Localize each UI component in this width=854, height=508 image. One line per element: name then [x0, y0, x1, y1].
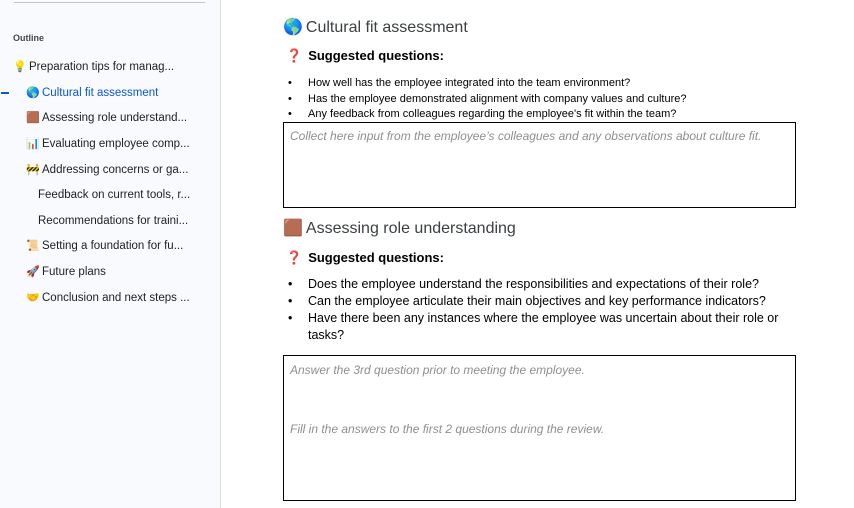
list-item: • Does the employee understand the responsibilities and expectations of their role?: [284, 276, 804, 293]
placeholder-text: Answer the 3rd question prior to meeting the employee.: [290, 363, 585, 377]
globe-icon: 🌎: [283, 19, 303, 36]
list-item: • Has the employee demonstrated alignment with company values and culture?: [284, 92, 804, 108]
outline-item-label: Addressing concerns or ga...: [42, 164, 189, 176]
outline-item-recommendations[interactable]: [38, 212, 213, 230]
outline-item-label: Evaluating employee comp...: [42, 138, 190, 150]
outline-item-label: Cultural fit assessment: [42, 87, 159, 99]
section-title: Assessing role understanding: [305, 220, 516, 237]
question-mark-icon: ❓: [286, 48, 303, 63]
outline-item-label: Preparation tips for manag...: [29, 61, 175, 73]
outline-item-label: Recommendations for traini...: [38, 215, 189, 227]
globe-icon: 🌎: [26, 87, 40, 99]
outline-item-label: Future plans: [42, 266, 106, 278]
placeholder-text: Fill in the answers to the first 2 questions during the review.: [290, 422, 605, 436]
list-item: • How well has the employee integrated into the team environment?: [284, 76, 804, 92]
outline-item-evaluating-competence[interactable]: [26, 135, 201, 153]
culture-input-box[interactable]: [283, 122, 796, 208]
outline-item-cultural-fit[interactable]: [26, 84, 201, 102]
brown-square-icon: 🟫: [283, 220, 303, 237]
outline-item-feedback-tools[interactable]: [38, 186, 213, 204]
suggested-questions-label: [286, 250, 444, 266]
brown-square-icon: 🟫: [26, 112, 40, 124]
section-heading-cultural-fit: [283, 17, 468, 37]
outline-item-future-plans[interactable]: [26, 263, 201, 281]
scroll-icon: 📜: [26, 240, 40, 252]
outline-item-foundation[interactable]: [26, 237, 201, 255]
list-item: • Any feedback from colleagues regarding the employee's fit within the team?: [284, 107, 804, 123]
handshake-icon: 🤝: [26, 292, 40, 304]
placeholder-text: Collect here input from the employee’s colleagues and any observations about culture fit.: [290, 129, 762, 143]
question-mark-icon: ❓: [286, 250, 303, 265]
list-item: • Have there been any instances where the employee was uncertain about their role or tasks?: [284, 310, 804, 344]
question-list: [284, 76, 804, 123]
outline-item-role-understanding[interactable]: [26, 109, 201, 127]
outline-sidebar: [0, 0, 221, 508]
section-title: Cultural fit assessment: [305, 19, 468, 36]
suggested-questions-text: Suggested questions:: [308, 48, 444, 63]
lightbulb-icon: 💡: [13, 61, 27, 73]
outline-item-label: Feedback on current tools, r...: [38, 189, 191, 201]
suggested-questions-label: [286, 48, 444, 64]
section-heading-role-understanding: [283, 218, 516, 238]
role-answers-box[interactable]: [283, 355, 796, 501]
list-item: • Can the employee articulate their main objectives and key performance indicators?: [284, 293, 804, 310]
outline-item-label: Conclusion and next steps ...: [42, 292, 190, 304]
document-page[interactable]: [221, 0, 854, 508]
suggested-questions-text: Suggested questions:: [308, 250, 444, 265]
construction-icon: 🚧: [26, 164, 40, 176]
outline-item-preparation-tips[interactable]: [13, 58, 188, 76]
outline-item-addressing-concerns[interactable]: [26, 161, 201, 179]
bar-chart-icon: 📊: [26, 138, 40, 150]
active-indicator: [1, 92, 9, 94]
rocket-icon: 🚀: [26, 266, 40, 278]
outline-item-label: Assessing role understand...: [42, 112, 188, 124]
outline-item-label: Setting a foundation for fu...: [42, 240, 184, 252]
outline-item-conclusion[interactable]: [26, 289, 201, 307]
question-list: [284, 276, 804, 344]
outline-heading: Outline: [13, 33, 44, 43]
divider: [14, 2, 205, 3]
